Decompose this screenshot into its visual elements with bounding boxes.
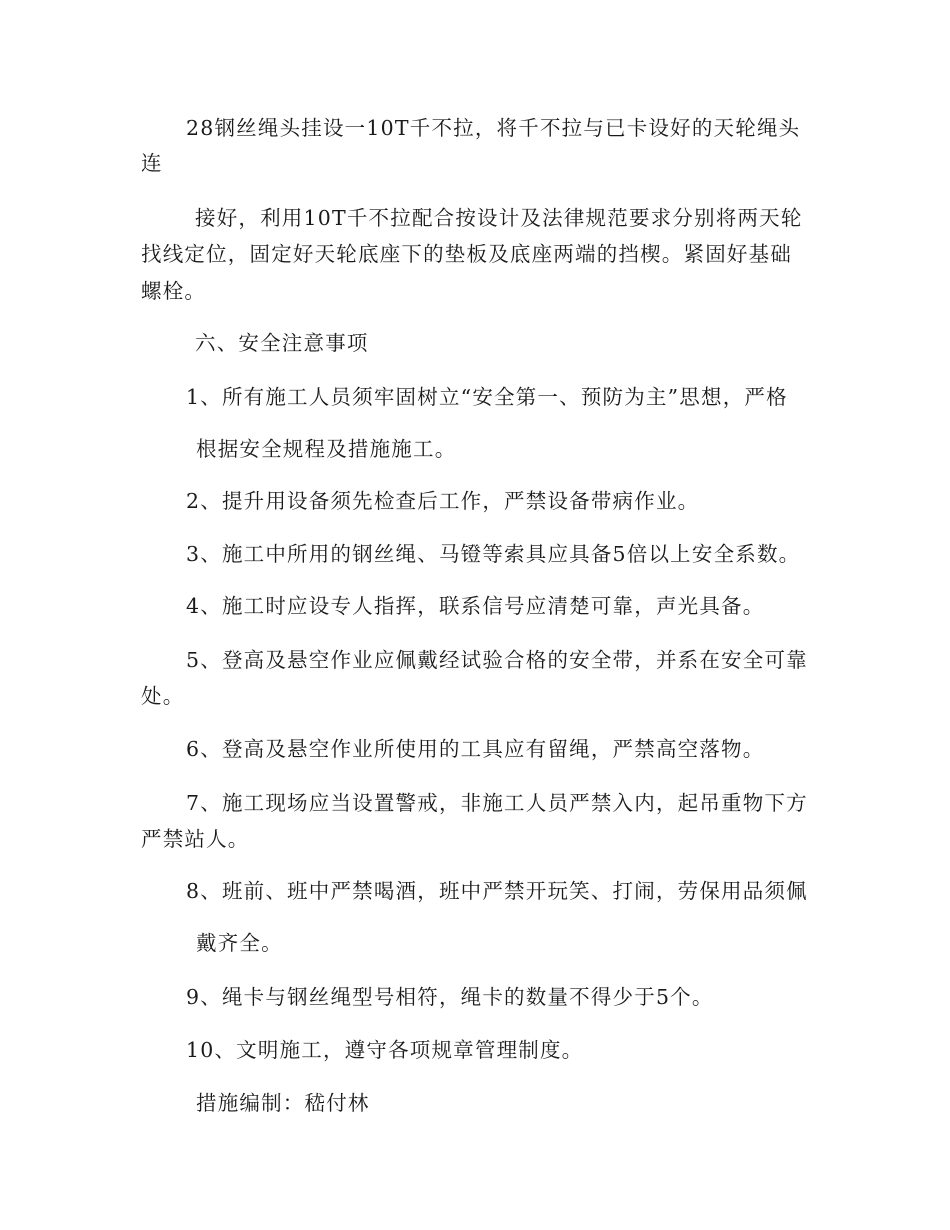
list-item-3: 3、施工中所用的钢丝绳、马镫等索具应具备5倍以上安全系数。 — [186, 542, 801, 566]
list-item-1-line-1: 1、所有施工人员须牢固树立“安全第一、预防为主”思想，严格 — [186, 385, 788, 409]
paragraph-2-line-3: 螺栓。 — [141, 279, 207, 303]
list-item-7-line-1: 7、施工现场应当设置警戒，非施工人员严禁入内，起吊重物下方 — [186, 791, 808, 815]
author-line: 措施编制：嵇付林 — [196, 1091, 370, 1115]
paragraph-1-line-1: 28钢丝绳头挂设一10T千不拉，将千不拉与已卡设好的天轮绳头 — [186, 116, 801, 140]
list-item-4: 4、施工时应设专人指挥，联系信号应清楚可靠，声光具备。 — [186, 594, 765, 618]
list-item-5-line-1: 5、登高及悬空作业应佩戴经试验合格的安全带，并系在安全可靠 — [186, 648, 808, 672]
list-item-2: 2、提升用设备须先检查后工作，严禁设备带病作业。 — [186, 489, 700, 513]
list-item-7-line-2: 严禁站人。 — [141, 827, 250, 851]
list-item-6: 6、登高及悬空作业所使用的工具应有留绳，严禁高空落物。 — [186, 737, 765, 761]
paragraph-1-line-2: 连 — [141, 151, 163, 175]
list-item-5-line-2: 处。 — [141, 684, 185, 708]
paragraph-2-line-2: 找线定位，固定好天轮底座下的垫板及底座两端的挡楔。紧固好基础 — [141, 242, 792, 266]
list-item-1-line-2: 根据安全规程及措施施工。 — [196, 437, 457, 461]
list-item-9: 9、绳卡与钢丝绳型号相符，绳卡的数量不得少于5个。 — [186, 985, 714, 1009]
paragraph-2-line-1: 接好，利用10T千不拉配合按设计及法律规范要求分别将两天轮 — [195, 206, 803, 230]
list-item-8-line-1: 8、班前、班中严禁喝酒，班中严禁开玩笑、打闹，劳保用品须佩 — [186, 879, 808, 903]
list-item-10: 10、文明施工，遵守各项规章管理制度。 — [186, 1038, 584, 1062]
list-item-8-line-2: 戴齐全。 — [196, 931, 283, 955]
section-heading: 六、安全注意事项 — [195, 331, 369, 355]
